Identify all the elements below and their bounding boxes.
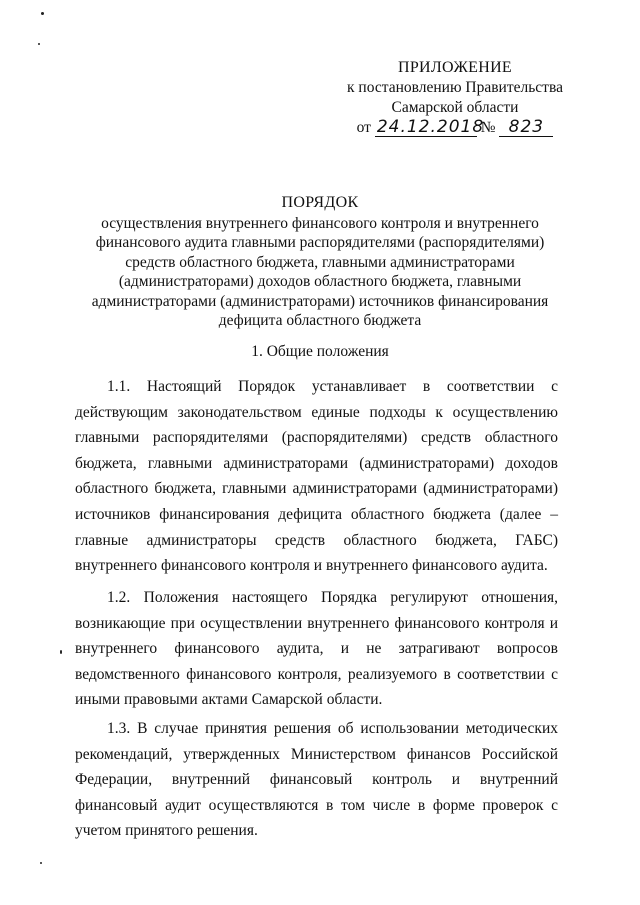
heading-line: администраторами (администраторами) источников финансирования — [91, 292, 549, 310]
scan-speck — [38, 43, 40, 45]
document-heading — [60, 193, 580, 331]
scan-speck — [40, 862, 42, 864]
scan-speck — [41, 12, 44, 15]
handwritten-number: 823 — [499, 118, 553, 137]
heading-line: осуществления внутреннего финансового контроля и внутреннего — [101, 214, 539, 232]
paragraph-1-2: 1.2. Положения настоящего Порядка регулируют отношения, возникающие при осуществлении внутреннего финансового контроля и внутреннего финансового аудита, и не затрагивают вопросов ведомственного финансового контроля, реализуемого в соответствии с иными правовыми актами Самарской области. — [75, 589, 558, 709]
appendix-title: ПРИЛОЖЕНИЕ — [397, 59, 512, 76]
document-title: ПОРЯДОК — [281, 194, 359, 211]
heading-line: дефицита областного бюджета — [218, 312, 422, 329]
appendix-region-line: Самарской области — [391, 99, 519, 116]
date-prefix: от — [356, 119, 371, 136]
heading-line: средств областного бюджета, главными администраторами — [125, 253, 515, 271]
appendix-decree-line: к постановлению Правительства — [347, 79, 563, 96]
number-sign: № — [480, 119, 496, 136]
paragraph-1-3: 1.3. В случае принятия решения об использовании методических рекомендаций, утвержденных Министерством финансов Российской Федерации, внутренний финансовый контроль и внутренний финансовый аудит осуществляются в том числе в форме проверок с учетом принятого решения. — [75, 720, 558, 840]
scan-speck — [60, 650, 62, 654]
section-title: 1. Общие положения — [251, 343, 389, 360]
handwritten-date: 24.12.2018 — [376, 117, 485, 137]
heading-line: финансового аудита главными распорядителями (распорядителями) — [95, 234, 545, 251]
paragraph-1-1: 1.1. Настоящий Порядок устанавливает в соответствии с действующим законодательством единые подходы к осуществлению главными распорядителями (распорядителями) средств областного бюджета, главными администраторами (администраторами) доходов областного бюджета, главными администраторами (администраторами) источников финансирования дефицита областного бюджета (далее – главные администраторы средств областного бюджета, ГАБС) внутреннего финансового контроля и внутреннего финансового аудита. — [75, 378, 558, 575]
appendix-block — [320, 58, 590, 138]
appendix-date-line — [357, 118, 554, 138]
heading-line: (администраторами) доходов областного бюджета, главными — [118, 273, 522, 290]
